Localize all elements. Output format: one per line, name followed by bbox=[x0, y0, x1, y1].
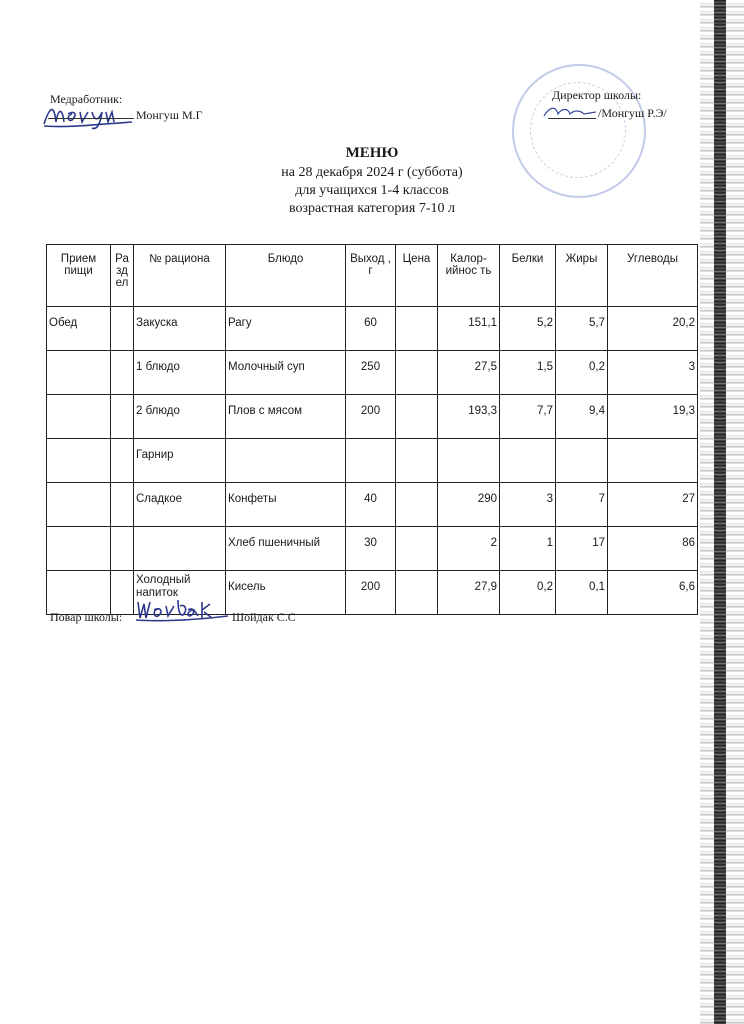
cell-meal bbox=[47, 571, 111, 615]
cell-carbs: 27 bbox=[608, 483, 698, 527]
table-header-row bbox=[47, 245, 698, 307]
cell-ration: Закуска bbox=[134, 307, 226, 351]
cell-dish: Молочный суп bbox=[226, 351, 346, 395]
cell-price bbox=[396, 351, 438, 395]
header-calories: Калор- ийнос ть bbox=[438, 245, 500, 307]
cell-yield: 200 bbox=[346, 571, 396, 615]
header-carbs: Углеводы bbox=[608, 245, 698, 307]
menu-heading: МЕНЮ bbox=[345, 145, 399, 161]
header-dish: Блюдо bbox=[226, 245, 346, 307]
cell-ration: Сладкое bbox=[134, 483, 226, 527]
cell-protein: 1 bbox=[500, 527, 556, 571]
table-row bbox=[47, 483, 698, 527]
cell-ration: 1 блюдо bbox=[134, 351, 226, 395]
header-section: Ра зд ел bbox=[111, 245, 134, 307]
header-protein: Белки bbox=[500, 245, 556, 307]
cell-calories: 290 bbox=[438, 483, 500, 527]
cell-meal bbox=[47, 351, 111, 395]
medic-label: Медработник: bbox=[50, 92, 123, 106]
director-name: /Монгуш Р.Э/ bbox=[598, 106, 667, 120]
cell-meal: Обед bbox=[47, 307, 111, 351]
cook-signature bbox=[134, 596, 230, 624]
cell-calories: 2 bbox=[438, 527, 500, 571]
cook-name: Шойдак С.С bbox=[232, 610, 296, 624]
cell-calories: 193,3 bbox=[438, 395, 500, 439]
cell-section bbox=[111, 439, 134, 483]
cell-calories bbox=[438, 439, 500, 483]
cell-ration: Гарнир bbox=[134, 439, 226, 483]
header-meal: Прием пищи bbox=[47, 245, 111, 307]
cell-section bbox=[111, 527, 134, 571]
cook-label: Повар школы: bbox=[50, 610, 123, 624]
cell-ration: 2 блюдо bbox=[134, 395, 226, 439]
cell-yield: 60 bbox=[346, 307, 396, 351]
cell-protein bbox=[500, 439, 556, 483]
cell-protein: 0,2 bbox=[500, 571, 556, 615]
cell-meal bbox=[47, 483, 111, 527]
header-ration: № рациона bbox=[134, 245, 226, 307]
cell-calories: 27,5 bbox=[438, 351, 500, 395]
medic-name: Монгуш М.Г bbox=[136, 108, 203, 122]
cell-price bbox=[396, 395, 438, 439]
table-row bbox=[47, 527, 698, 571]
cell-yield bbox=[346, 439, 396, 483]
cell-protein: 5,2 bbox=[500, 307, 556, 351]
cell-fat: 17 bbox=[556, 527, 608, 571]
cell-dish: Конфеты bbox=[226, 483, 346, 527]
menu-date: на 28 декабря 2024 г (суббота) bbox=[281, 165, 463, 180]
header-price: Цена bbox=[396, 245, 438, 307]
cell-meal bbox=[47, 395, 111, 439]
cell-dish: Кисель bbox=[226, 571, 346, 615]
cell-dish: Хлеб пшеничный bbox=[226, 527, 346, 571]
cell-price bbox=[396, 439, 438, 483]
cell-fat: 9,4 bbox=[556, 395, 608, 439]
cell-section bbox=[111, 483, 134, 527]
cell-price bbox=[396, 571, 438, 615]
table-row bbox=[47, 307, 698, 351]
cell-carbs: 3 bbox=[608, 351, 698, 395]
medic-signature-line bbox=[48, 118, 134, 119]
cell-fat: 0,2 bbox=[556, 351, 608, 395]
cell-section bbox=[111, 307, 134, 351]
director-signature-line bbox=[548, 118, 596, 119]
cell-yield: 40 bbox=[346, 483, 396, 527]
cell-carbs: 86 bbox=[608, 527, 698, 571]
cell-section bbox=[111, 395, 134, 439]
cell-carbs: 19,3 bbox=[608, 395, 698, 439]
cell-dish bbox=[226, 439, 346, 483]
cell-dish: Рагу bbox=[226, 307, 346, 351]
director-label: Директор школы: bbox=[552, 88, 642, 102]
header-yield: Выход , г bbox=[346, 245, 396, 307]
cell-carbs bbox=[608, 439, 698, 483]
table-row bbox=[47, 439, 698, 483]
cell-yield: 30 bbox=[346, 527, 396, 571]
cell-price bbox=[396, 483, 438, 527]
cell-ration: Холодный напиток bbox=[134, 571, 226, 615]
cell-yield: 250 bbox=[346, 351, 396, 395]
table-row bbox=[47, 395, 698, 439]
menu-age-category: возрастная категория 7-10 л bbox=[289, 201, 455, 216]
cell-protein: 3 bbox=[500, 483, 556, 527]
menu-table bbox=[46, 244, 698, 615]
cell-section bbox=[111, 571, 134, 615]
cell-fat: 5,7 bbox=[556, 307, 608, 351]
cell-meal bbox=[47, 439, 111, 483]
cell-dish: Плов с мясом bbox=[226, 395, 346, 439]
cell-yield: 200 bbox=[346, 395, 396, 439]
cell-fat: 7 bbox=[556, 483, 608, 527]
menu-students: для учащихся 1-4 классов bbox=[295, 183, 449, 198]
cell-carbs: 6,6 bbox=[608, 571, 698, 615]
cell-price bbox=[396, 527, 438, 571]
header-fat: Жиры bbox=[556, 245, 608, 307]
cell-carbs: 20,2 bbox=[608, 307, 698, 351]
cell-protein: 7,7 bbox=[500, 395, 556, 439]
cell-price bbox=[396, 307, 438, 351]
table-row bbox=[47, 351, 698, 395]
cell-calories: 151,1 bbox=[438, 307, 500, 351]
cell-fat: 0,1 bbox=[556, 571, 608, 615]
medic-signature bbox=[40, 100, 136, 130]
cell-section bbox=[111, 351, 134, 395]
cell-protein: 1,5 bbox=[500, 351, 556, 395]
cell-fat bbox=[556, 439, 608, 483]
cell-meal bbox=[47, 527, 111, 571]
cell-calories: 27,9 bbox=[438, 571, 500, 615]
cell-ration bbox=[134, 527, 226, 571]
